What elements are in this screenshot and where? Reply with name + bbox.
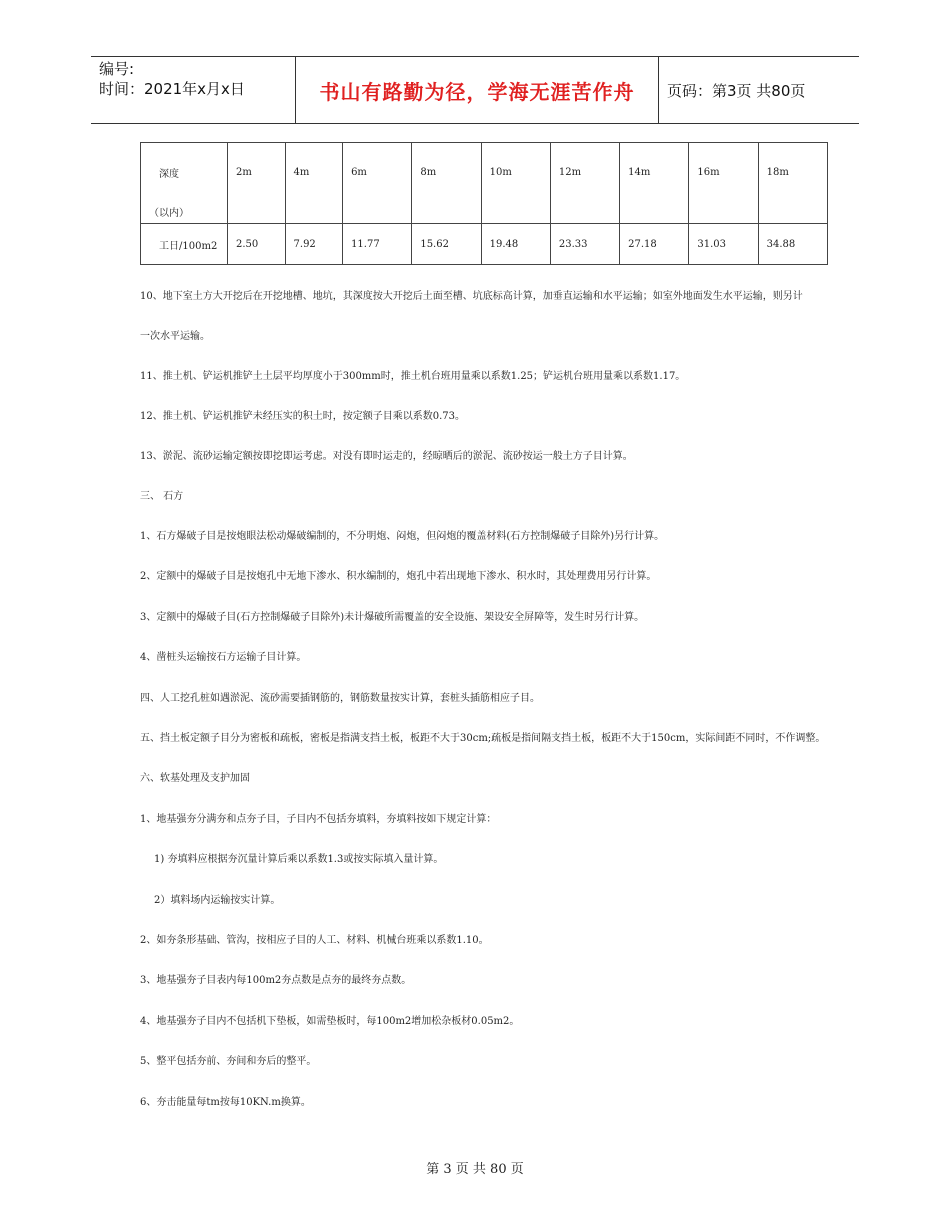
table-row	[141, 224, 828, 265]
paragraph: 13、淤泥、流砂运输定额按即挖即运考虑。对没有即时运走的，经晾晒后的淤泥、流砂按运一般土方子目计算。	[140, 451, 633, 462]
header-meta	[91, 57, 295, 123]
value-cell: 23.33	[550, 224, 619, 265]
value-cell: 2.50	[228, 224, 286, 265]
depth-cell: 12m	[550, 143, 619, 224]
depth-cell: 4m	[285, 143, 343, 224]
value-cell: 7.92	[285, 224, 343, 265]
value-cell: 19.48	[481, 224, 550, 265]
depth-cell: 8m	[412, 143, 481, 224]
paragraph: 3、地基强夯子目表内每100m2夯点数是点夯的最终夯点数。	[140, 975, 412, 986]
table-header-cell	[141, 143, 228, 224]
depth-cell: 10m	[481, 143, 550, 224]
time-label: 时间：2021年x月x日	[99, 80, 245, 98]
paragraph: 10、地下室土方大开挖后在开挖地槽、地坑，其深度按大开挖后土面至槽、坑底标高计算，加垂直运输和水平运输；如室外地面发生水平运输，则另计	[140, 291, 803, 302]
section-heading: 三、 石方	[140, 491, 184, 502]
number-label: 编号:	[99, 60, 135, 78]
depth-label: 深度	[159, 169, 179, 180]
depth-cell: 16m	[689, 143, 758, 224]
paragraph: 3、定额中的爆破子目(石方控制爆破子目除外)未计爆破所需覆盖的安全设施、架设安全屏障等，发生时另行计算。	[140, 612, 645, 623]
depth-cell: 14m	[620, 143, 689, 224]
paragraph: 4、地基强夯子目内不包括机下垫板，如需垫板时，每100m2增加松杂板材0.05m2。	[140, 1016, 520, 1027]
depth-cell: 2m	[228, 143, 286, 224]
paragraph: 一次水平运输。	[140, 331, 210, 342]
page-header	[91, 56, 859, 124]
motto: 书山有路勤为径，学海无涯苦作舟	[295, 57, 659, 123]
value-cell: 31.03	[689, 224, 758, 265]
paragraph: 2、如夯条形基础、管沟，按相应子目的人工、材料、机械台班乘以系数1.10。	[140, 935, 489, 946]
sub-paragraph: 1) 夯填料应根据夯沉量计算后乘以系数1.3或按实际填入量计算。	[154, 854, 444, 865]
row-label: 工日/100m2	[141, 224, 228, 265]
value-cell: 15.62	[412, 224, 481, 265]
paragraph: 11、推土机、铲运机推铲土土层平均厚度小于300mm时，推土机台班用量乘以系数1.25；铲运机台班用量乘以系数1.17。	[140, 371, 686, 382]
paragraph: 4、凿桩头运输按石方运输子目计算。	[140, 652, 307, 663]
depth-table	[140, 142, 828, 265]
value-cell: 11.77	[343, 224, 412, 265]
page-label: 页码：第3页 共80页	[667, 81, 806, 100]
value-cell: 27.18	[620, 224, 689, 265]
paragraph: 2、定额中的爆破子目是按炮孔中无地下渗水、积水编制的，炮孔中若出现地下渗水、积水时，其处理费用另行计算。	[140, 571, 657, 582]
depth-cell: 6m	[343, 143, 412, 224]
paragraph: 12、推土机、铲运机推铲未经压实的积土时，按定额子目乘以系数0.73。	[140, 411, 465, 422]
paragraph: 6、夯击能量每tm按每10KN.m换算。	[140, 1097, 311, 1108]
depth-unit-label: （以内）	[149, 208, 189, 219]
paragraph: 1、石方爆破子目是按炮眼法松动爆破编制的，不分明炮、闷炮，但闷炮的覆盖材料(石方控制爆破子目除外)另行计算。	[140, 531, 665, 542]
section-heading: 五、挡土板定额子目分为密板和疏板，密板是指满支挡土板，板距不大于30cm;疏板是指间隔支挡土板，板距不大于150cm，实际间距不同时，不作调整。	[140, 733, 826, 744]
table-row	[141, 143, 828, 224]
value-cell: 34.88	[758, 224, 827, 265]
section-heading: 六、软基处理及支护加固	[140, 773, 250, 784]
page-footer: 第 3 页 共 80 页	[426, 1162, 524, 1177]
sub-paragraph: 2）填料场内运输按实计算。	[154, 895, 281, 906]
depth-cell: 18m	[758, 143, 827, 224]
paragraph: 1、地基强夯分满夯和点夯子目，子目内不包括夯填料，夯填料按如下规定计算：	[140, 814, 497, 825]
section-heading: 四、人工挖孔桩如遇淤泥、流砂需要插钢筋的，钢筋数量按实计算，套桩头插筋相应子目。	[140, 693, 540, 704]
paragraph: 5、整平包括夯前、夯间和夯后的整平。	[140, 1056, 317, 1067]
